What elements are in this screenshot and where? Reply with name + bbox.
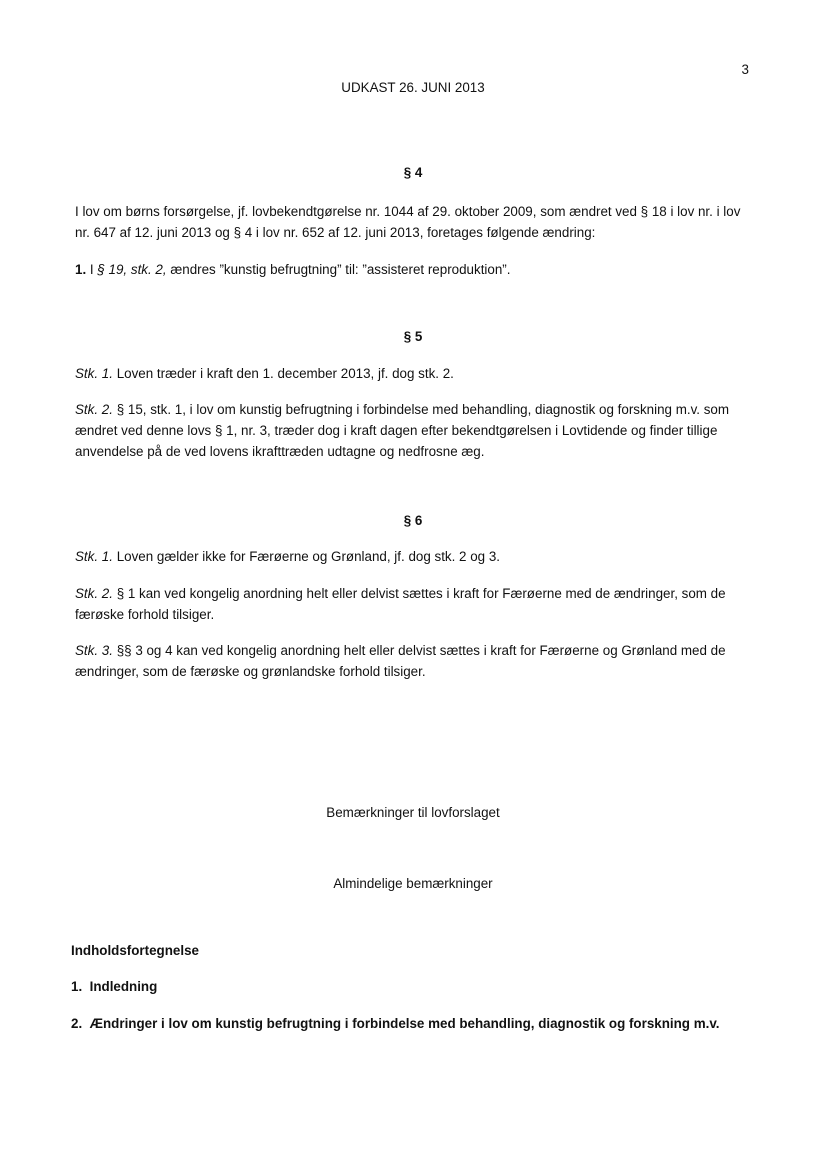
section-4-amendment [75, 259, 755, 280]
section-6-stk1 [75, 546, 755, 567]
stk-label: Stk. 2. [75, 586, 113, 601]
section-5-heading: § 5 [403, 329, 423, 344]
toc-item: 1. Indledning [71, 979, 158, 994]
stk-text: § 15, stk. 1, i lov om kunstig befrugtning i forbindelse med behandling, diagnostik og forskning m.v. som ændret ved denne lovs § 1, nr. 3, træder dog i kraft dagen efter bekendtgørelsen i Lovtidende og finder tillige anvendelse på de ved lovens ikrafttræden udtagne og nedfrosne æg. [75, 402, 730, 459]
section-6-stk2 [75, 583, 755, 625]
amendment-number: 1. [75, 262, 87, 277]
stk-label: Stk. 3. [75, 643, 113, 658]
stk-label: Stk. 2. [75, 402, 113, 417]
amendment-prefix: I [89, 262, 94, 277]
stk-label: Stk. 1. [75, 549, 113, 564]
stk-text: Loven træder i kraft den 1. december 2013, jf. dog stk. 2. [116, 366, 454, 381]
amendment-text: ændres ”kunstig befrugtning” til: ”assisteret reproduktion”. [170, 262, 511, 277]
amendment-reference: § 19, stk. 2, [97, 262, 167, 277]
page-number: 3 [741, 62, 749, 77]
stk-text: § 1 kan ved kongelig anordning helt eller delvist sættes i kraft for Færøerne med de ændringer, som de færøske forhold tilsiger. [75, 586, 726, 622]
toc-item: 2. Ændringer i lov om kunstig befrugtning i forbindelse med behandling, diagnostik og forskning m.v. [71, 1016, 720, 1031]
section-5-stk1 [75, 363, 755, 384]
toc-title: Indholdsfortegnelse [71, 943, 199, 958]
section-4-heading: § 4 [403, 165, 423, 180]
stk-text: §§ 3 og 4 kan ved kongelig anordning helt eller delvist sættes i kraft for Færøerne og Grønland med de ændringer, som de færøske og grønlandske forhold tilsiger. [75, 643, 726, 679]
stk-label: Stk. 1. [75, 366, 113, 381]
section-4-intro: I lov om børns forsørgelse, jf. lovbekendtgørelse nr. 1044 af 29. oktober 2009, som ændret ved § 18 i lov nr. i lov nr. 647 af 12. juni 2013 og § 4 i lov nr. 652 af 12. juni 2013, foretages følgende ændring: [75, 204, 741, 240]
section-5-stk2 [75, 399, 755, 462]
remarks-title: Bemærkninger til lovforslaget [326, 805, 500, 820]
section-6-stk3 [75, 640, 755, 682]
general-remarks-title: Almindelige bemærkninger [333, 876, 493, 891]
section-6-heading: § 6 [403, 513, 423, 528]
stk-text: Loven gælder ikke for Færøerne og Grønland, jf. dog stk. 2 og 3. [116, 549, 501, 564]
draft-header: UDKAST 26. JUNI 2013 [341, 80, 485, 95]
